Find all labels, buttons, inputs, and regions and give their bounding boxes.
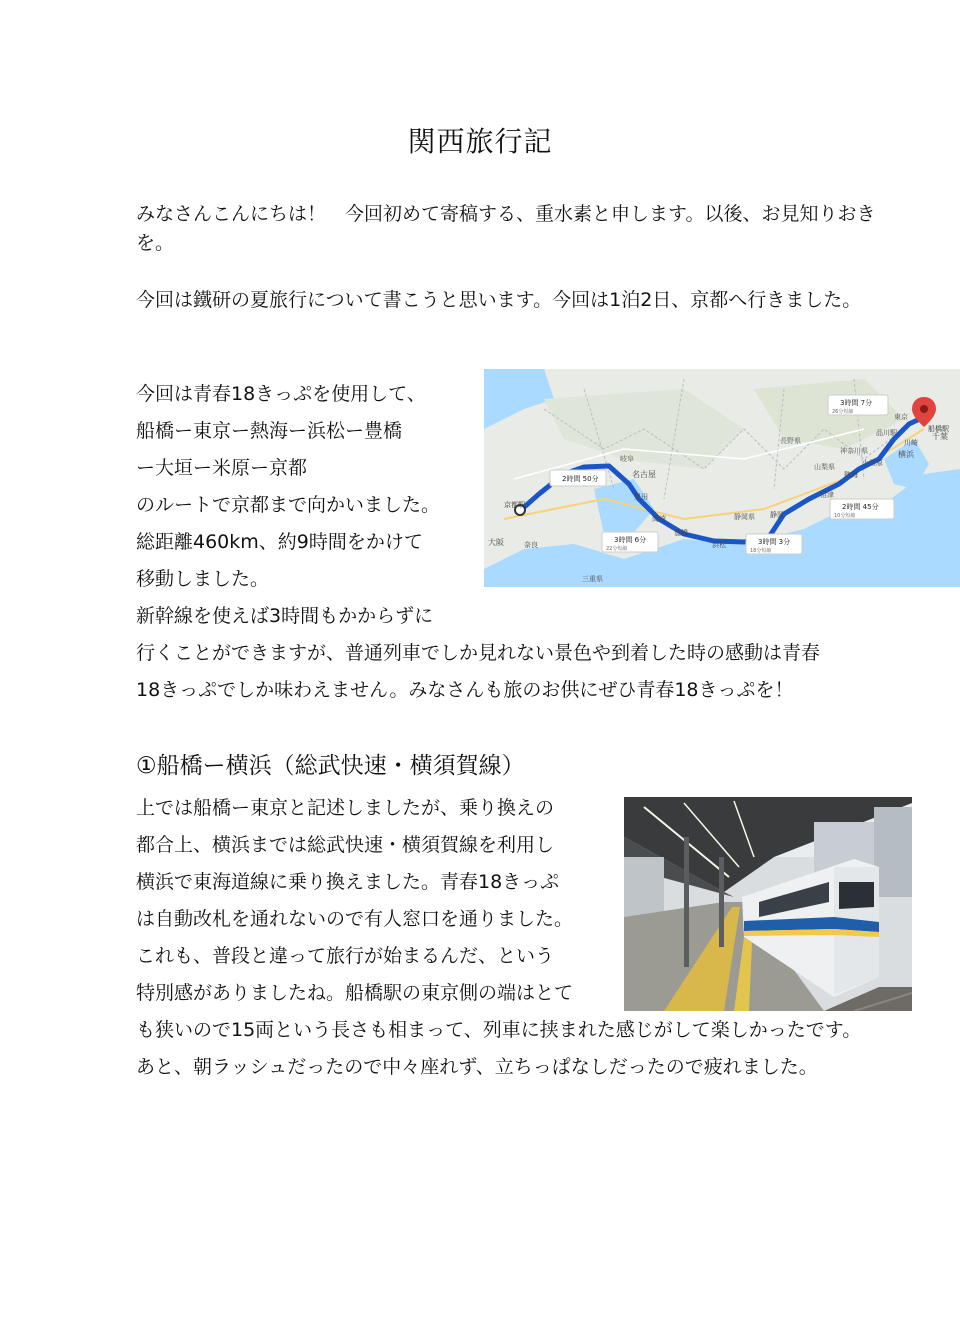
- section-line: 横浜で東海道線に乗り換えました。青春18きっぷ: [136, 871, 560, 893]
- duration-time: 3時間 3分: [758, 538, 791, 546]
- duration-box: [828, 395, 888, 415]
- map-place-label: 川崎: [904, 439, 918, 447]
- map-place-label: 熱海: [844, 471, 858, 479]
- section-line: も狭いので15両という長さも相まって、列車に挟まれた感じがして楽しかったです。: [136, 1019, 862, 1041]
- map-place-label: 長野県: [780, 437, 801, 445]
- map-place-label: 沼津: [820, 491, 834, 499]
- section-line: 都合上、横浜までは総武快速・横須賀線を利用し: [136, 834, 555, 856]
- route-map-image: [484, 369, 960, 587]
- intro-paragraph-2: 今回は鐵研の夏旅行について書こうと思います。今回は1泊2日、京都へ行きました。: [136, 289, 862, 311]
- map-place-label: 静岡県: [734, 513, 755, 521]
- route-line: 行くことができますが、普通列車でしか見れない景色や到着した時の感動は青春: [136, 642, 821, 664]
- train-photo-svg: [624, 797, 912, 1011]
- duration-time: 2時間 45分: [842, 503, 879, 511]
- duration-box: [746, 534, 802, 554]
- page-title: 関西旅行記: [407, 125, 553, 158]
- duration-sub: 22分短縮: [606, 546, 628, 552]
- route-line: 18きっぷでしか味わえません。みなさんも旅のお供にぜひ青春18きっぷを！: [136, 679, 794, 701]
- map-place-label: 名古屋: [632, 470, 656, 479]
- route-line: のルートで京都まで向かいました。: [136, 494, 441, 516]
- section-line: は自動改札を通れないので有人窓口を通りました。: [136, 908, 574, 930]
- duration-time: 3時間 6分: [614, 536, 647, 544]
- duration-box: [602, 532, 658, 552]
- route-line: 今回は青春18きっぷを使用して、: [136, 383, 426, 405]
- duration-sub: 18分短縮: [750, 548, 772, 554]
- map-place-label: 静岡: [770, 511, 784, 519]
- intro-paragraph-1: みなさんこんにちは！ 今回初めて寄稿する、重水素と申します。以後、お見知りおきを。: [136, 203, 876, 254]
- map-place-label: 横浜: [898, 450, 914, 459]
- map-place-label: 岡崎: [652, 515, 666, 523]
- section-line: あと、朝ラッシュだったので中々座れず、立ちっぱなしだったので疲れました。: [136, 1056, 818, 1078]
- map-place-label: 豊橋: [674, 529, 688, 537]
- map-place-label: 豊田: [634, 493, 648, 501]
- duration-box: [550, 470, 606, 486]
- map-place-label: 大阪: [488, 538, 504, 547]
- duration-sub: 10分短縮: [834, 513, 856, 519]
- route-map-svg: [484, 369, 960, 587]
- map-place-label: 神奈川県: [840, 447, 868, 455]
- route-line: 新幹線を使えば3時間もかからずに: [136, 605, 434, 627]
- map-place-label: 小田原: [862, 459, 883, 467]
- map-place-label: 品川駅: [876, 429, 897, 437]
- route-line: 移動しました。: [136, 568, 270, 590]
- map-place-label: 岐阜: [620, 455, 634, 463]
- map-place-label: 東京: [894, 413, 908, 421]
- section-line: 特別感がありましたね。船橋駅の東京側の端はとて: [136, 982, 574, 1004]
- map-start-label: 京都駅: [504, 501, 525, 509]
- map-place-label: 奈良: [524, 541, 538, 549]
- section-heading: ①船橋ー横浜（総武快速・横須賀線）: [136, 753, 525, 779]
- duration-time: 2時間 50分: [562, 475, 599, 483]
- duration-sub: 26分短縮: [832, 409, 854, 415]
- map-place-label: 三重県: [582, 575, 603, 583]
- route-line: 総距離460km、約9時間をかけて: [136, 531, 423, 553]
- duration-time: 3時間 7分: [840, 399, 873, 407]
- train-photo-image: [624, 797, 912, 1011]
- section-line: 上では船橋ー東京と記述しましたが、乗り換えの: [136, 797, 555, 819]
- map-place-label: 浜松: [712, 541, 726, 549]
- map-place-label: 千葉: [932, 432, 948, 441]
- route-line: 船橋ー東京ー熱海ー浜松ー豊橋: [136, 420, 403, 442]
- section-line: これも、普段と違って旅行が始まるんだ、という: [136, 945, 555, 967]
- duration-box: [830, 499, 894, 519]
- map-end-label: 船橋駅: [928, 425, 949, 433]
- route-line: ー大垣ー米原ー京都: [136, 457, 308, 479]
- map-place-label: 山梨県: [814, 463, 835, 471]
